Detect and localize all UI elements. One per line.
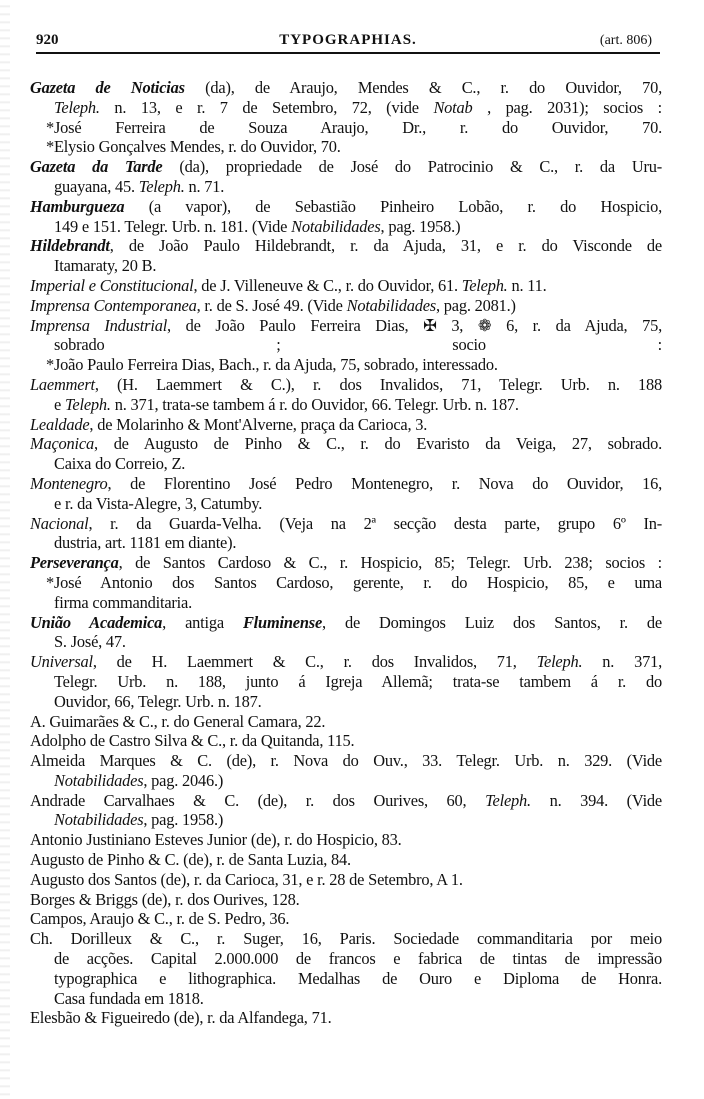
text-segment: Laemmert	[30, 374, 95, 394]
text-segment: , r. de S. José 49. (Vide	[196, 295, 347, 315]
text-segment: n. 71.	[184, 176, 225, 196]
text-segment: , r. da Guarda-Velha. (Veja na 2ª secção desta parte, grupo 6º In-	[88, 513, 662, 533]
directory-entry	[30, 731, 662, 751]
directory-entry	[30, 474, 662, 514]
text-segment: União Academica	[30, 612, 163, 632]
entry-continuation-line	[30, 355, 662, 375]
text-segment: Antonio Justiniano Esteves Junior (de), r. do Hospicio, 83.	[30, 830, 402, 850]
text-segment: , pag. 2031); socios :	[472, 97, 662, 117]
directory-entry	[30, 1008, 662, 1028]
text-segment: (da), propriedade de José do Patrocinio & C., r. da Uru-	[162, 157, 662, 177]
text-segment: (da), de Araujo, Mendes & C., r. do Ouvidor, 70,	[184, 78, 662, 97]
text-segment: Notabilidades	[346, 295, 436, 315]
entry-first-line	[30, 553, 662, 573]
text-segment: Andrade Carvalhaes & C. (de), r. dos Ourives, 60,	[30, 790, 486, 810]
text-segment: , de Augusto de Pinho & C., r. do Evaristo da Veiga, 27, sobrado.	[93, 434, 662, 454]
text-segment: Notabilidades	[291, 216, 381, 236]
text-segment: Telegr. Urb. n. 188, junto á Igreja Allemã; trata-se tambem á r. do	[54, 671, 662, 691]
text-segment: Universal	[30, 652, 93, 672]
text-segment: Perseverança	[30, 553, 119, 573]
entry-continuation-line	[30, 692, 662, 712]
text-segment: , pag. 2046.)	[143, 770, 224, 790]
text-segment: Adolpho de Castro Silva & C., r. da Quitanda, 115.	[30, 731, 355, 751]
text-segment: Montenegro	[30, 473, 108, 493]
entry-first-line	[30, 652, 662, 672]
text-segment: Teleph.	[64, 394, 111, 414]
entry-first-line	[30, 870, 662, 890]
text-segment: Imprensa Contemporanea	[30, 295, 197, 315]
text-segment: , (H. Laemmert & C.), r. dos Invalidos, 71, Telegr. Urb. n. 188	[94, 374, 662, 394]
text-segment: sobrado ; socio :	[54, 335, 662, 355]
directory-entry	[30, 276, 662, 296]
text-segment: Notab	[433, 97, 473, 117]
text-segment: Elesbão & Figueiredo (de), r. da Alfandega, 71.	[30, 1008, 332, 1028]
directory-entry	[30, 553, 662, 612]
entry-continuation-line	[30, 533, 662, 553]
entry-first-line	[30, 929, 662, 949]
directory-entry	[30, 929, 662, 1008]
text-segment: *José Ferreira de Souza Araujo, Dr., r. do Ouvidor, 70.	[46, 117, 662, 137]
directory-listing	[30, 78, 662, 1028]
text-segment: Hildebrandt	[30, 236, 110, 256]
text-segment: Gazeta de Noticias	[30, 78, 185, 97]
directory-entry	[30, 157, 662, 197]
entry-first-line	[30, 613, 662, 633]
entry-first-line	[30, 236, 662, 256]
text-segment: Imprensa Industrial	[30, 315, 168, 335]
text-segment: typographica e lithographica. Medalhas de Ouro e Diploma de Honra.	[54, 968, 662, 988]
text-segment: Teleph.	[485, 790, 531, 810]
entry-first-line	[30, 375, 662, 395]
entry-continuation-line	[30, 969, 662, 989]
directory-entry	[30, 415, 662, 435]
entry-continuation-line	[30, 494, 662, 514]
text-segment: Casa fundada em 1818.	[54, 988, 204, 1008]
text-segment: , pag. 1958.)	[380, 216, 461, 236]
entry-continuation-line	[30, 989, 662, 1009]
entry-first-line	[30, 830, 662, 850]
text-segment: (a vapor), de Sebastião Pinheiro Lobão, r. do Hospicio,	[124, 196, 662, 216]
running-header	[36, 30, 660, 54]
entry-first-line	[30, 731, 662, 751]
article-reference: (art. 806)	[599, 33, 652, 48]
entry-continuation-line	[30, 672, 662, 692]
text-segment: Ouvidor, 66, Telegr. Urb. n. 187.	[54, 691, 262, 711]
directory-entry	[30, 236, 662, 276]
text-segment: Gazeta da Tarde	[30, 157, 163, 177]
entry-continuation-line	[30, 335, 662, 355]
text-segment: *Elysio Gonçalves Mendes, r. do Ouvidor, 70.	[46, 137, 341, 157]
entry-first-line	[30, 909, 662, 929]
entry-first-line	[30, 276, 662, 296]
entry-first-line	[30, 197, 662, 217]
text-segment: e r. da Vista-Alegre, 3, Catumby.	[54, 493, 263, 513]
entry-first-line	[30, 78, 662, 98]
text-segment: *João Paulo Ferreira Dias, Bach., r. da Ajuda, 75, sobrado, interessado.	[46, 355, 498, 375]
entry-continuation-line	[30, 593, 662, 613]
scan-edge-noise	[0, 0, 10, 1099]
directory-entry	[30, 791, 662, 831]
entry-continuation-line	[30, 949, 662, 969]
text-segment: dustria, art. 1181 em diante).	[54, 533, 237, 553]
entry-continuation-line	[30, 771, 662, 791]
entry-first-line	[30, 157, 662, 177]
directory-entry	[30, 751, 662, 791]
entry-continuation-line	[30, 256, 662, 276]
directory-entry	[30, 909, 662, 929]
text-segment: n. 371, trata-se tambem á r. do Ouvidor, 66. Telegr. Urb. n. 187.	[110, 394, 519, 414]
text-segment: Hamburgueza	[30, 196, 125, 216]
text-segment: Augusto dos Santos (de), r. da Carioca, 31, e r. 28 de Setembro, A 1.	[30, 869, 463, 889]
text-segment: Fluminense	[242, 612, 323, 632]
text-segment: Ch. Dorilleux & C., r. Suger, 16, Paris. Sociedade commanditaria por meio	[30, 929, 662, 949]
text-segment: , pag. 2081.)	[435, 295, 516, 315]
page-title: TYPOGRAPHIAS.	[279, 32, 417, 48]
text-segment: Teleph.	[461, 275, 508, 295]
entry-first-line	[30, 712, 662, 732]
entry-first-line	[30, 296, 662, 316]
directory-entry	[30, 197, 662, 237]
text-segment: e	[54, 394, 65, 414]
entry-continuation-line	[30, 573, 662, 593]
entry-continuation-line	[30, 118, 662, 138]
entry-first-line	[30, 316, 662, 336]
entry-continuation-line	[30, 217, 662, 237]
entry-first-line	[30, 850, 662, 870]
text-segment: firma commanditaria.	[54, 592, 192, 612]
directory-entry	[30, 78, 662, 157]
entry-continuation-line	[30, 177, 662, 197]
text-segment: , de João Paulo Hildebrandt, r. da Ajuda, 31, e r. do Visconde de	[109, 236, 662, 256]
text-segment: Campos, Araujo & C., r. de S. Pedro, 36.	[30, 909, 290, 929]
text-segment: Imperial e Constitucional	[30, 275, 194, 295]
entry-continuation-line	[30, 395, 662, 415]
entry-first-line	[30, 791, 662, 811]
directory-entry	[30, 514, 662, 554]
text-segment: Teleph.	[138, 176, 185, 196]
text-segment: Notabilidades	[54, 810, 144, 830]
entry-first-line	[30, 474, 662, 494]
text-segment: Teleph.	[54, 97, 100, 117]
directory-entry	[30, 316, 662, 375]
directory-entry	[30, 296, 662, 316]
text-segment: , de H. Laemmert & C., r. dos Invalidos, 71,	[92, 652, 537, 672]
entry-first-line	[30, 890, 662, 910]
page-number: 920	[36, 32, 59, 48]
directory-entry	[30, 375, 662, 415]
entry-continuation-line	[30, 810, 662, 830]
directory-entry	[30, 613, 662, 653]
text-segment: Teleph.	[536, 652, 583, 672]
directory-entry	[30, 850, 662, 870]
text-segment: n. 394. (Vide	[530, 790, 662, 810]
text-segment: Almeida Marques & C. (de), r. Nova do Ouv., 33. Telegr. Urb. n. 329. (Vide	[30, 751, 662, 771]
text-segment: , de J. Villeneuve & C., r. do Ouvidor, 61.	[193, 275, 462, 295]
text-segment: n. 11.	[507, 275, 547, 295]
entry-first-line	[30, 434, 662, 454]
text-segment: 149 e 151. Telegr. Urb. n. 181. (Vide	[54, 216, 292, 236]
text-segment: Augusto de Pinho & C. (de), r. de Santa Luzia, 84.	[30, 850, 351, 870]
text-segment: , antiga	[162, 612, 243, 632]
text-segment: n. 13, e r. 7 de Setembro, 72, (vide	[99, 97, 434, 117]
entry-continuation-line	[30, 454, 662, 474]
text-segment: , de Florentino José Pedro Montenegro, r. Nova do Ouvidor, 16,	[107, 473, 662, 493]
text-segment: S. José, 47.	[54, 632, 126, 652]
text-segment: Borges & Briggs (de), r. dos Ourives, 128.	[30, 889, 300, 909]
text-segment: , de Molarinho & Mont'Alverne, praça da Carioca, 3.	[89, 414, 428, 434]
text-segment: A. Guimarães & C., r. do General Camara, 22.	[30, 711, 326, 731]
text-segment: , de Santos Cardoso & C., r. Hospicio, 85; Telegr. Urb. 238; socios :	[118, 553, 662, 573]
entry-continuation-line	[30, 98, 662, 118]
text-segment: Maçonica	[30, 434, 94, 454]
text-segment: , de João Paulo Ferreira Dias, ✠ 3, ❁ 6, r. da Ajuda, 75,	[167, 315, 662, 335]
directory-entry	[30, 870, 662, 890]
text-segment: Notabilidades	[54, 770, 144, 790]
entry-first-line	[30, 415, 662, 435]
text-segment: Lealdade	[30, 414, 90, 434]
directory-entry	[30, 652, 662, 711]
text-segment: , pag. 1958.)	[143, 810, 224, 830]
directory-entry	[30, 890, 662, 910]
text-segment: n. 371,	[582, 652, 662, 672]
entry-first-line	[30, 751, 662, 771]
text-segment: *José Antonio dos Santos Cardoso, gerente, r. do Hospicio, 85, e uma	[46, 572, 662, 592]
text-segment: Nacional	[30, 513, 89, 533]
text-segment: de acções. Capital 2.000.000 de francos e fabrica de tintas de impressão	[54, 949, 662, 969]
text-segment: Itamaraty, 20 B.	[54, 256, 157, 276]
entry-continuation-line	[30, 137, 662, 157]
directory-entry	[30, 830, 662, 850]
directory-entry	[30, 434, 662, 474]
entry-first-line	[30, 1008, 662, 1028]
entry-continuation-line	[30, 632, 662, 652]
text-segment: , de Domingos Luiz dos Santos, r. de	[322, 612, 662, 632]
text-segment: guayana, 45.	[54, 176, 139, 196]
entry-first-line	[30, 514, 662, 534]
text-segment: Caixa do Correio, Z.	[54, 454, 186, 474]
directory-entry	[30, 712, 662, 732]
